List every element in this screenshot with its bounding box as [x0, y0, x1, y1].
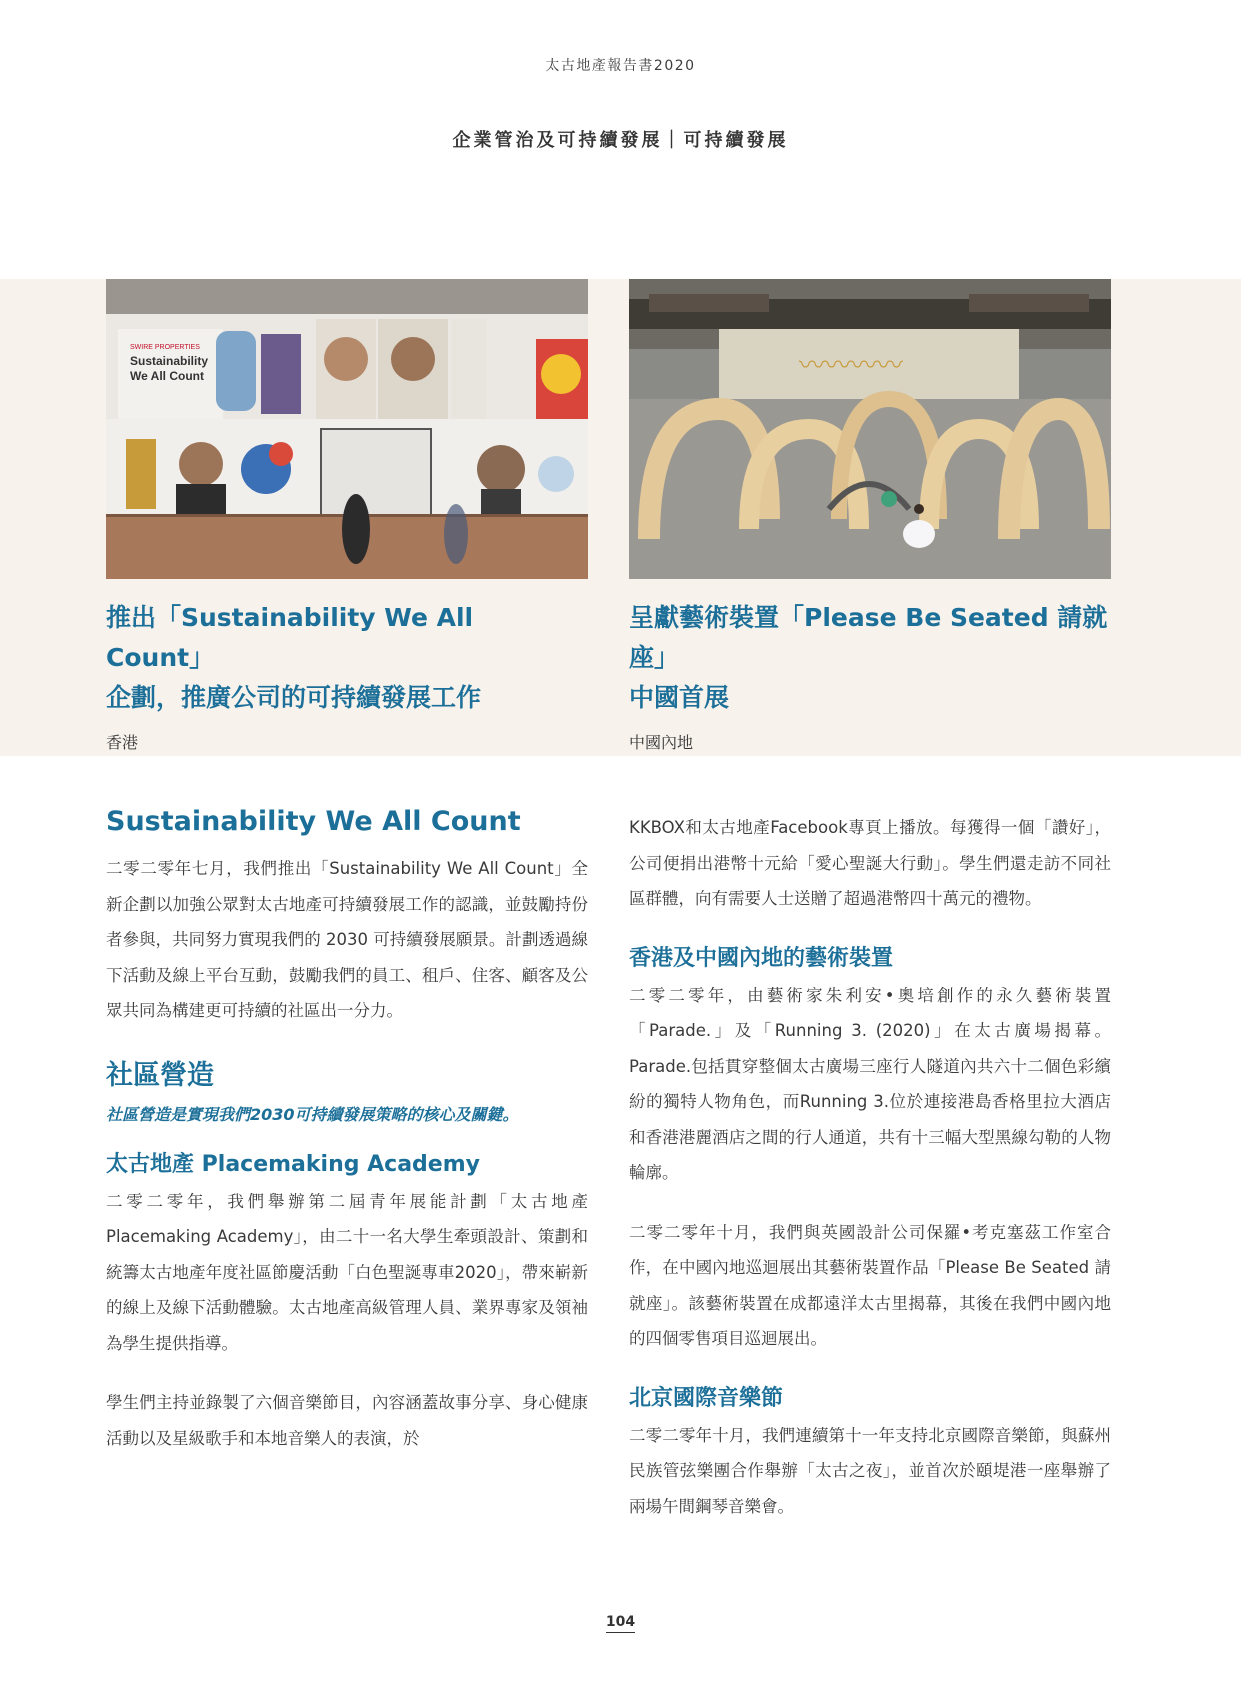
paragraph: 二零二零年十月，我們連續第十一年支持北京國際音樂節，與蘇州民族管弦樂團合作舉辦「太古之夜」，並首次於頤堤港一座舉辦了兩場午間鋼琴音樂會。: [629, 1425, 1111, 1516]
caption-title-line2: 中國首展: [629, 683, 730, 712]
heading-sustainability: Sustainability We All Count: [106, 806, 521, 837]
caption-please-be-seated: [629, 598, 1111, 753]
heading-placemaking-academy: 太古地產 Placemaking Academy: [106, 1151, 480, 1177]
caption-title-line1: 推出「Sustainability We All Count」: [106, 603, 474, 672]
left-column: [106, 806, 588, 1480]
poster-title-line2: We All Count: [130, 369, 204, 383]
paragraph: 二零二零年，我們舉辦第二屆青年展能計劃「太古地產Placemaking Academy」，由二十一名大學生牽頭設計、策劃和統籌太古地產年度社區節慶活動「白色聖誕專車2020」，帶來嶄新的線上及線下活動體驗。太古地產高級管理人員、業界專家及領袖為學生提供指導。: [106, 1191, 588, 1353]
lead-statement: 社區營造是實現我們2030可持續發展策略的核心及關鍵。: [106, 1104, 519, 1124]
paragraph: KKBOX和太古地產Facebook專頁上播放。每獲得一個「讚好」，公司便捐出港幣十元給「愛心聖誕大行動」。學生們還走訪不同社區群體，向有需要人士送贈了超過港幣四十萬元的禮物。: [629, 818, 1111, 908]
heading-placemaking: 社區營造: [106, 1059, 214, 1091]
caption-sustainability: [106, 598, 588, 753]
heading-art-installations: 香港及中國內地的藝術裝置: [629, 945, 894, 971]
page-number: 104: [0, 1614, 1241, 1630]
heading-music-festival: 北京國際音樂節: [629, 1385, 784, 1411]
report-title: 太古地產報告書2020: [545, 58, 696, 74]
caption-title-line1: 呈獻藝術裝置「Please Be Seated 請就座」: [629, 603, 1108, 672]
svg-text:〰〰〰〰: 〰〰〰〰: [799, 351, 904, 381]
paragraph: 二零二零年七月，我們推出「Sustainability We All Count」全新企劃以加強公眾對太古地產可持續發展工作的認識，並鼓勵持份者參與，共同努力實現我們的 2030 可持續發展願景。計劃透過線下活動及線上平台互動，鼓勵我們的員工、租戶、住客、顧客及公眾共同為構建更可持續的社區出一分力。: [106, 859, 588, 1020]
caption-title-line2: 企劃，推廣公司的可持續發展工作: [106, 683, 482, 712]
caption-location: 香港: [106, 733, 139, 752]
paragraph: 二零二零年十月，我們與英國設計公司保羅•考克塞茲工作室合作，在中國內地巡迴展出其藝術裝置作品「Please Be Seated 請就座」。該藝術裝置在成都遠洋太古里揭幕，其後在我們中國內地的四個零售項目巡迴展出。: [629, 1222, 1111, 1348]
sustainability-campaign-photo: [106, 279, 588, 579]
section-title: 企業管治及可持續發展｜可持續發展: [452, 130, 789, 151]
paragraph: 二零二零年，由藝術家朱利安•奧培創作的永久藝術裝置「Parade.」及「Running 3. (2020)」在太古廣場揭幕。Parade.包括貫穿整個太古廣場三座行人隧道內共六十二個色彩繽紛的獨特人物角色，而Running 3.位於連接港島香格里拉大酒店和香港港麗酒店之間的行人通道，共有十三幅大型黑線勾勒的人物輪廓。: [629, 985, 1111, 1182]
please-be-seated-photo: [629, 279, 1111, 579]
poster-title-line1: Sustainability: [130, 354, 209, 368]
caption-location: 中國內地: [629, 733, 694, 752]
right-column: [629, 810, 1111, 1548]
poster-brand: SWIRE PROPERTIES: [130, 344, 200, 351]
paragraph: 學生們主持並錄製了六個音樂節目，內容涵蓋故事分享、身心健康活動以及星級歌手和本地音樂人的表演，於: [106, 1393, 588, 1448]
